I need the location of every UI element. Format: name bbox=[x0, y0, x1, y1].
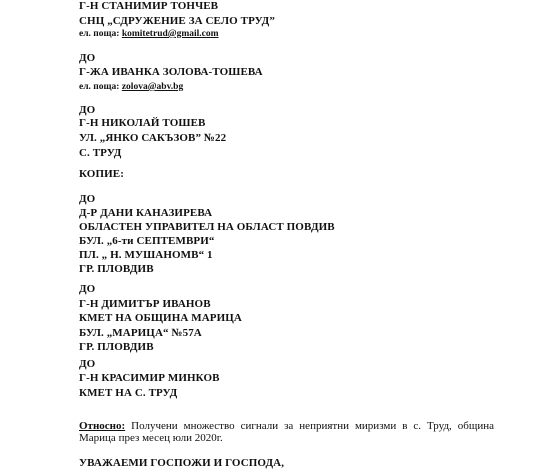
copy1-name: Д-Р ДАНИ КАНАЗИРЕВА bbox=[79, 207, 213, 219]
copy1-street: БУЛ. „6-ти СЕПТЕМВРИ“ bbox=[79, 235, 215, 247]
recipient1-to: ДО bbox=[79, 52, 96, 64]
copy2-city: ГР. ПЛОВДИВ bbox=[79, 341, 154, 353]
recipient1-email-row bbox=[79, 81, 263, 93]
recipient2-block bbox=[79, 104, 226, 159]
sender-org: СНЦ „СДРУЖЕНИЕ ЗА СЕЛО ТРУД” bbox=[79, 15, 275, 27]
copy3-position: КМЕТ НА С. ТРУД bbox=[79, 387, 178, 399]
recipient1-block bbox=[79, 52, 263, 93]
sender-name: Г-Н СТАНИМИР ТОНЧЕВ bbox=[79, 0, 219, 12]
salutation-block bbox=[79, 457, 284, 469]
copy3-block bbox=[79, 358, 220, 399]
copy2-block bbox=[79, 283, 242, 353]
copy2-name: Г-Н ДИМИТЪР ИВАНОВ bbox=[79, 298, 211, 310]
recipient1-email-label: ел. поща: bbox=[79, 82, 120, 92]
copy2-street: БУЛ. „МАРИЦА“ №57А bbox=[79, 327, 202, 339]
copy2-position: КМЕТ НА ОБЩИНА МАРИЦА bbox=[79, 312, 242, 324]
recipient2-town: С. ТРУД bbox=[79, 147, 122, 159]
recipient2-name: Г-Н НИКОЛАЙ ТОШЕВ bbox=[79, 117, 206, 129]
copies-block bbox=[79, 168, 124, 180]
recipient2-to: ДО bbox=[79, 104, 96, 116]
copy3-name: Г-Н КРАСИМИР МИНКОВ bbox=[79, 372, 220, 384]
subject-paragraph bbox=[79, 420, 494, 444]
copy3-to: ДО bbox=[79, 358, 96, 370]
sender-block bbox=[79, 0, 275, 40]
sender-email-label: ел. поща: bbox=[79, 29, 120, 39]
subject-text: Получени множество сигнали за неприятни миризми в с. Труд, община Марица през месец юли 2020г. bbox=[79, 420, 494, 444]
salutation: УВАЖАЕМИ ГОСПОЖИ И ГОСПОДА, bbox=[79, 457, 285, 469]
copy2-to: ДО bbox=[79, 283, 96, 295]
recipient2-street: УЛ. „ЯНКО САКЪЗОВ” №22 bbox=[79, 132, 227, 144]
subject-label: Относно: bbox=[79, 420, 126, 432]
copy1-position: ОБЛАСТЕН УПРАВИТЕЛ НА ОБЛАСТ ПОВДИВ bbox=[79, 221, 335, 233]
copy1-to: ДО bbox=[79, 193, 96, 205]
recipient1-name: Г-ЖА ИВАНКА ЗОЛОВА-ТОШЕВА bbox=[79, 66, 263, 78]
recipient1-email-link[interactable]: zolova@abv.bg bbox=[121, 82, 184, 92]
copy1-block bbox=[79, 193, 335, 275]
copy1-square: ПЛ. „ Н. МУШАНОМВ“ 1 bbox=[79, 249, 213, 261]
copies-label: КОПИЕ: bbox=[79, 168, 124, 180]
sender-email-row bbox=[79, 28, 275, 40]
copy1-city: ГР. ПЛОВДИВ bbox=[79, 263, 154, 275]
sender-email-link[interactable]: komitetrud@gmail.com bbox=[121, 29, 219, 39]
